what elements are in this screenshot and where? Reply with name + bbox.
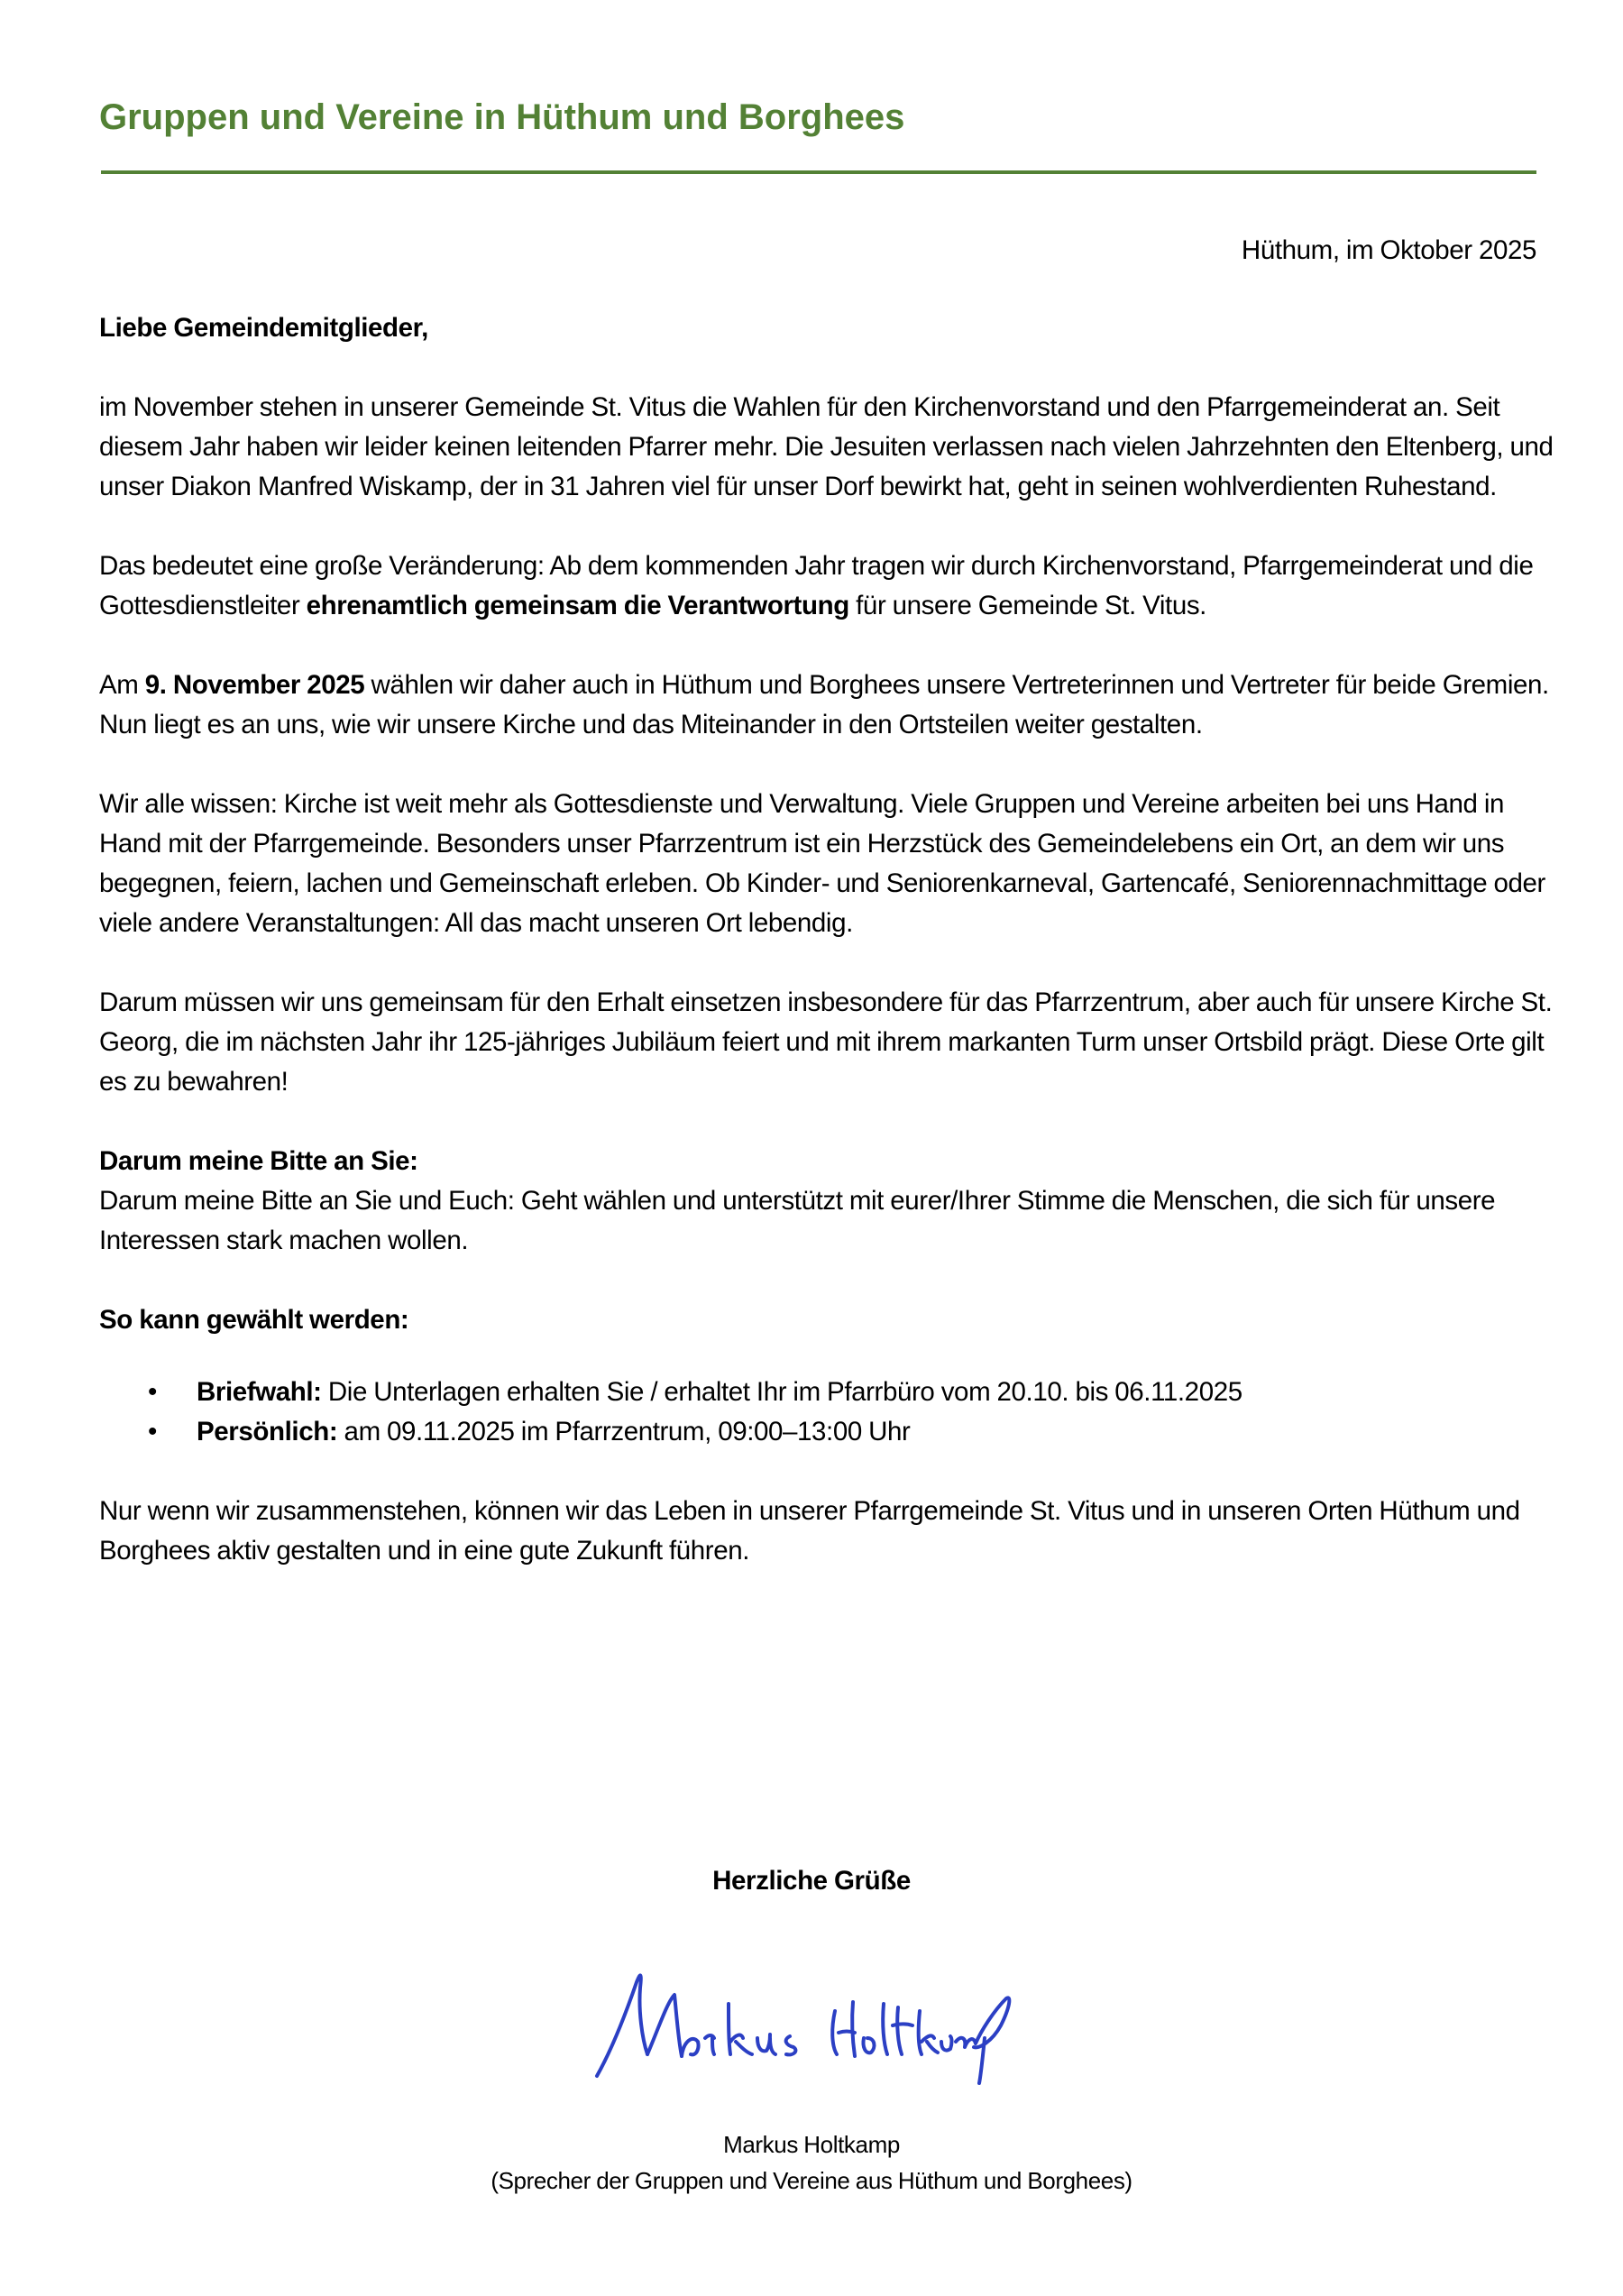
paragraph-5: Darum müssen wir uns gemeinsam für den Erhalt einsetzen insbesondere für das Pfarrzentrum, aber auch für unsere Kirche St. Georg, die im nächsten Jahr ihr 125-jähriges Jubiläum feiert und mit ihrem markanten Turm unser Ortsbild prägt. Diese Orte gilt es zu bewahren!	[99, 987, 1553, 1097]
text-run: wählen wir daher auch in Hüthum und Borghees unsere Vertreterinnen und Vertreter für beide Gremien. Nun liegt es an uns, wie wir unsere Kirche und das Miteinander in den Ortsteilen weiter gestalten.	[99, 670, 1549, 739]
paragraph-3	[99, 666, 1560, 745]
text-run: für unsere Gemeinde St. Vitus.	[848, 591, 1206, 620]
paragraph-1: im November stehen in unserer Gemeinde St. Vitus die Wahlen für den Kirchenvorstand und den Pfarrgemeinderat an. Seit diesem Jahr haben wir leider keinen leitenden Pfarrer mehr. Die Jesuiten verlassen nach vielen Jahrzehnten den Eltenberg, und unser Diakon Manfred Wiskamp, der in 31 Jahren viel für unser Dorf bewirkt hat, geht in seinen wohlverdienten Ruhestand.	[99, 392, 1554, 501]
text-run: Das bedeutet eine große Veränderung: Ab dem kommenden Jahr tragen wir durch Kirchenvorstand, Pfarrgemeinderat und die Gottesdienstleiter	[99, 551, 1534, 620]
voting-options-list	[99, 1373, 1560, 1452]
list-item-persoenlich	[99, 1412, 1560, 1452]
paragraph-6: Darum meine Bitte an Sie und Euch: Geht wählen und unterstützt mit eurer/Ihrer Stimme die Menschen, die sich für unsere Interessen stark machen wollen.	[99, 1186, 1496, 1255]
title-divider	[101, 170, 1536, 174]
paragraph-4: Wir alle wissen: Kirche ist weit mehr als Gottesdienste und Verwaltung. Viele Gruppen und Vereine arbeiten bei uns Hand in Hand mit der Pfarrgemeinde. Besonders unser Pfarrzentrum ist ein Herzstück des Gemeindelebens ein Ort, an dem wir uns begegnen, feiern, lachen und Gemeinschaft erleben. Ob Kinder- und Seniorenkarneval, Gartencafé, Seniorennachmittage oder viele andere Veranstaltungen: All das macht unseren Ort lebendig.	[99, 789, 1545, 938]
request-heading: Darum meine Bitte an Sie:	[99, 1146, 418, 1176]
signer-name: Markus Holtkamp	[723, 2131, 900, 2158]
letter-body	[99, 308, 1560, 1571]
paragraph-7: Nur wenn wir zusammenstehen, können wir das Leben in unserer Pfarrgemeinde St. Vitus und in unseren Orten Hüthum und Borghees aktiv gestalten und in eine gute Zukunft führen.	[99, 1496, 1520, 1566]
signer-block	[0, 2126, 1623, 2199]
bullet-icon: •	[148, 1417, 157, 1446]
list-item-briefwahl	[99, 1373, 1560, 1412]
signature-icon	[577, 1948, 1046, 2110]
election-date: 9. November 2025	[144, 670, 365, 700]
page-title: Gruppen und Vereine in Hüthum und Borghees	[99, 97, 905, 137]
paragraph-2	[99, 546, 1560, 626]
signer-role: (Sprecher der Gruppen und Vereine aus Hüthum und Borghees)	[491, 2167, 1132, 2194]
option-text: am 09.11.2025 im Pfarrzentrum, 09:00–13:00 Uhr	[337, 1417, 911, 1446]
bullet-icon: •	[148, 1377, 157, 1407]
option-label: Persönlich:	[197, 1417, 338, 1446]
text-run: Am	[99, 670, 145, 700]
option-label: Briefwahl:	[197, 1377, 322, 1407]
emphasis-responsibility: ehrenamtlich gemeinsam die Verantwortung	[306, 591, 849, 620]
option-text: Die Unterlagen erhalten Sie / erhaltet Ihr im Pfarrbüro vom 20.10. bis 06.11.2025	[321, 1377, 1242, 1407]
dateline: Hüthum, im Oktober 2025	[1241, 235, 1536, 265]
salutation: Liebe Gemeindemitglieder,	[99, 313, 428, 343]
closing-greeting: Herzliche Grüße	[712, 1866, 911, 1896]
voting-heading: So kann gewählt werden:	[99, 1305, 409, 1335]
